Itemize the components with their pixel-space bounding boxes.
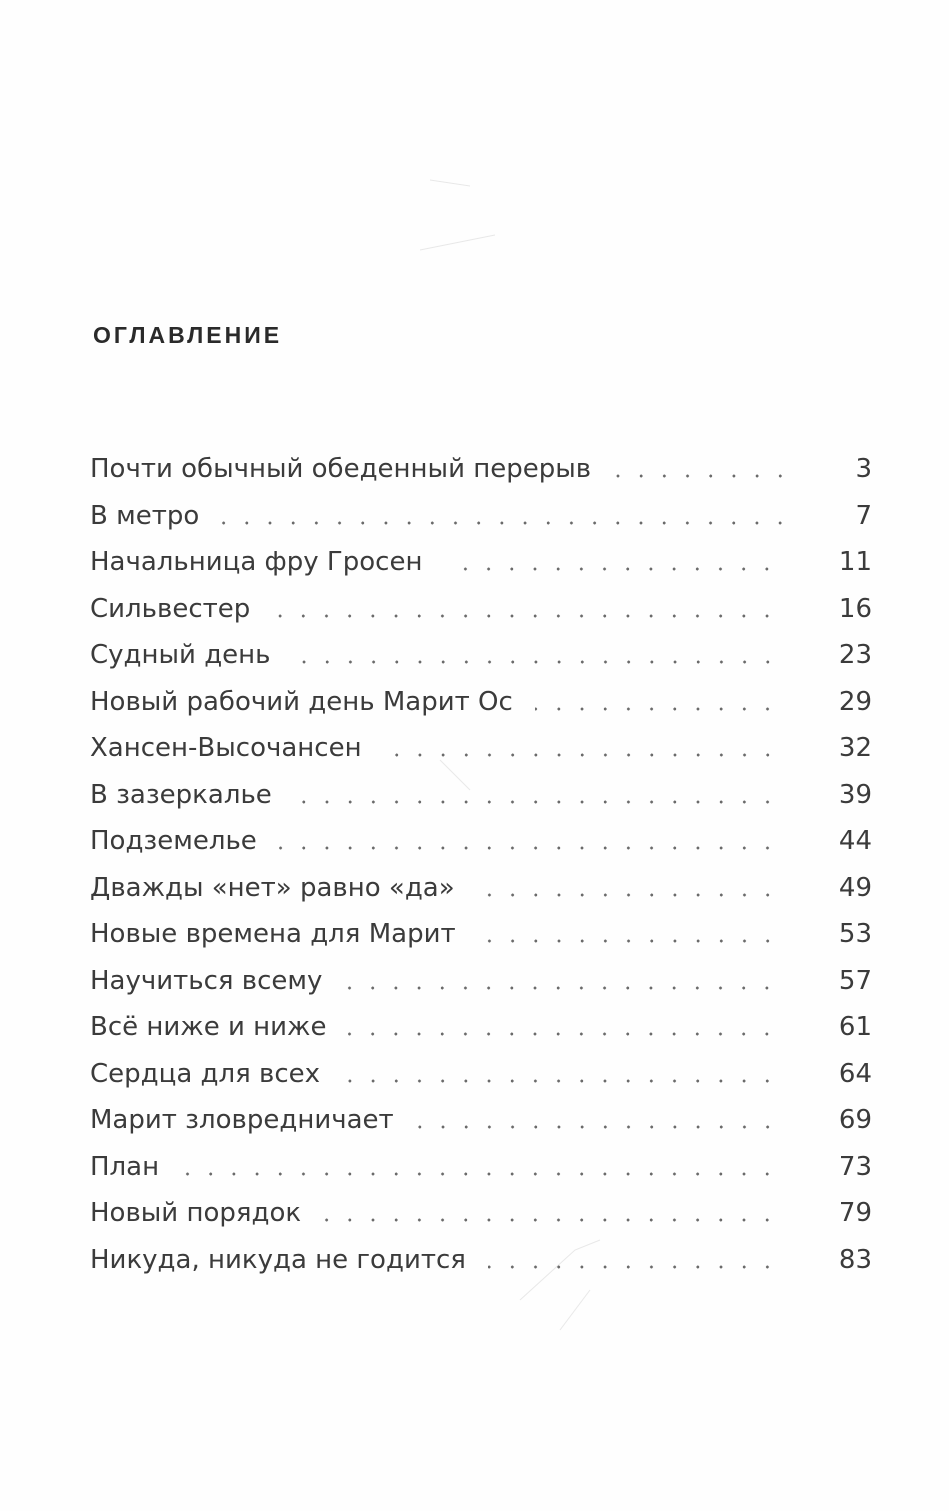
toc-entry-page: 49: [838, 872, 872, 903]
toc-entry: [90, 958, 872, 1005]
toc-entry: [90, 865, 872, 912]
toc-entry-page: 29: [838, 686, 872, 717]
toc-entry-title: Сильвестер: [90, 593, 251, 624]
dot-leader: [342, 1079, 779, 1083]
toc-entry-title: Подземелье: [90, 826, 257, 856]
dot-leader: [535, 707, 779, 711]
dot-leader: [384, 753, 779, 757]
toc-entry-title: Научиться всему: [90, 965, 323, 996]
toc-entry-page: 32: [838, 733, 872, 763]
toc-heading: ОГЛАВЛЕНИЕ: [93, 322, 283, 348]
toc-entry-title: Новые времена для Марит: [90, 919, 456, 949]
toc-entry-page: 53: [838, 919, 872, 949]
toc-entry-page: 73: [838, 1151, 872, 1182]
dot-leader: [348, 1032, 778, 1036]
toc-entry-page: 69: [838, 1105, 872, 1135]
toc-list: [90, 446, 872, 1283]
dot-leader: [477, 893, 779, 897]
toc-entry-page: 61: [838, 1012, 872, 1042]
toc-entry: [90, 1237, 872, 1284]
toc-entry: [90, 725, 872, 772]
toc-entry-page: 39: [838, 779, 872, 810]
dot-leader: [272, 614, 779, 618]
toc-entry-page: 44: [838, 826, 872, 856]
dot-leader: [181, 1172, 779, 1176]
toc-entry-title: План: [90, 1151, 160, 1182]
dot-leader: [279, 846, 779, 850]
toc-entry: [90, 1144, 872, 1191]
toc-entry-title: Судный день: [90, 640, 271, 670]
toc-entry: [90, 818, 872, 865]
toc-entry-page: 83: [838, 1244, 872, 1275]
dot-leader: [323, 1218, 779, 1222]
toc-entry-page: 3: [855, 454, 872, 484]
toc-entry-title: Марит зловредничает: [90, 1105, 394, 1135]
toc-entry-page: 64: [838, 1058, 872, 1089]
toc-entry-title: Хансен-Высочансен: [90, 733, 362, 763]
toc-entry: [90, 772, 872, 819]
toc-entry: [90, 679, 872, 726]
dot-leader: [613, 474, 792, 478]
toc-entry: [90, 911, 872, 958]
toc-entry: [90, 632, 872, 679]
toc-entry-title: Никуда, никуда не годится: [90, 1244, 466, 1275]
toc-entry-title: Дважды «нет» равно «да»: [90, 872, 455, 903]
dot-leader: [294, 800, 779, 804]
toc-entry-title: Всё ниже и ниже: [90, 1012, 327, 1042]
toc-entry: [90, 1097, 872, 1144]
dot-leader: [478, 939, 779, 943]
toc-entry: [90, 446, 872, 493]
toc-entry-page: 57: [838, 965, 872, 996]
toc-entry: [90, 539, 872, 586]
dot-leader: [416, 1125, 779, 1129]
toc-entry-page: 79: [838, 1198, 872, 1228]
dot-leader: [293, 660, 779, 664]
toc-entry-page: 16: [838, 593, 872, 624]
toc-entry: [90, 1190, 872, 1237]
toc-entry-page: 7: [855, 500, 872, 531]
toc-entry-title: В метро: [90, 500, 200, 531]
dot-leader: [221, 521, 792, 525]
toc-entry-page: 23: [838, 640, 872, 670]
toc-entry-title: Почти обычный обеденный перерыв: [90, 454, 592, 484]
toc-entry: [90, 493, 872, 540]
toc-entry: [90, 586, 872, 633]
toc-entry: [90, 1004, 872, 1051]
toc-entry-title: Новый порядок: [90, 1198, 302, 1228]
toc-entry: [90, 1051, 872, 1098]
toc-entry-title: В зазеркалье: [90, 779, 272, 810]
dot-leader: [488, 1265, 779, 1269]
toc-entry-title: Начальница фру Гросен: [90, 547, 423, 577]
dot-leader: [344, 986, 778, 990]
dot-leader: [444, 567, 778, 571]
toc-entry-title: Новый рабочий день Марит Ос: [90, 686, 513, 717]
toc-entry-page: 11: [838, 547, 872, 577]
toc-entry-title: Сердца для всех: [90, 1058, 321, 1089]
